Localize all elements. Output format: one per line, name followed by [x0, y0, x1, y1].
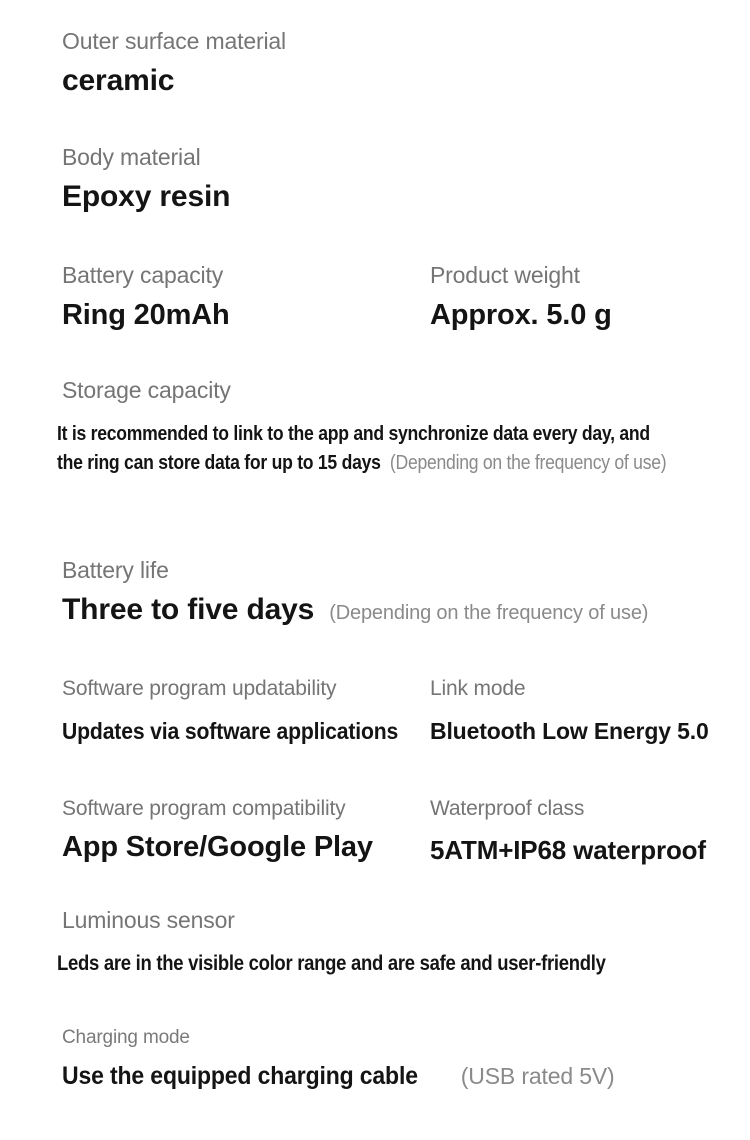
product-weight-value: Approx. 5.0 g [430, 299, 612, 331]
link-mode-label: Link mode [430, 677, 526, 700]
charging-mode-row [62, 1062, 750, 1091]
spec-outer-surface-material [62, 28, 750, 98]
spec-row-updatability-link [62, 676, 750, 745]
waterproof-class-label: Waterproof class [430, 797, 585, 820]
storage-capacity-line1: It is recommended to link to the app and synchronize data every day, and [57, 423, 650, 445]
charging-mode-value: Use the equipped charging cable [62, 1062, 418, 1090]
storage-capacity-description [57, 420, 750, 478]
spec-row-battery-weight [62, 262, 750, 332]
product-weight-label: Product weight [430, 262, 580, 288]
outer-surface-value: ceramic [62, 64, 175, 97]
software-updatability-value: Updates via software applications [62, 718, 399, 744]
storage-capacity-line2: the ring can store data for up to 15 days (Depending on the frequency of use) [57, 452, 667, 474]
spec-storage-capacity [57, 377, 750, 478]
spec-luminous-sensor [57, 907, 750, 976]
spec-link-mode [430, 676, 709, 745]
battery-life-value: Three to five days [62, 593, 315, 626]
link-mode-value: Bluetooth Low Energy 5.0 [430, 718, 709, 744]
spec-row-compatibility-waterproof [62, 796, 750, 864]
software-compatibility-label: Software program compatibility [62, 797, 346, 820]
software-updatability-label: Software program updatability [62, 677, 337, 700]
luminous-sensor-value: Leds are in the visible color range and are safe and user-friendly [57, 952, 606, 975]
storage-capacity-label: Storage capacity [62, 377, 231, 403]
software-compatibility-value: App Store/Google Play [62, 831, 373, 863]
spec-waterproof-class [430, 796, 706, 866]
battery-life-note: (Depending on the frequency of use) [329, 602, 649, 624]
body-material-label: Body material [62, 144, 201, 170]
outer-surface-label: Outer surface material [62, 28, 287, 54]
battery-capacity-label: Battery capacity [62, 262, 224, 288]
charging-mode-label: Charging mode [62, 1027, 190, 1048]
spec-battery-life [62, 557, 750, 630]
spec-product-weight [430, 262, 612, 332]
battery-life-label: Battery life [62, 557, 169, 583]
storage-capacity-note: (Depending on the frequency of use) [389, 452, 667, 474]
battery-life-row [62, 593, 750, 630]
body-material-value: Epoxy resin [62, 180, 231, 213]
spec-battery-capacity [62, 262, 750, 332]
charging-mode-note: (USB rated 5V) [460, 1063, 615, 1089]
spec-charging-mode [62, 1026, 750, 1091]
luminous-sensor-label: Luminous sensor [62, 907, 235, 933]
waterproof-class-value: 5ATM+IP68 waterproof [430, 835, 706, 865]
spec-body-material [62, 144, 750, 214]
battery-capacity-value: Ring 20mAh [62, 299, 230, 331]
